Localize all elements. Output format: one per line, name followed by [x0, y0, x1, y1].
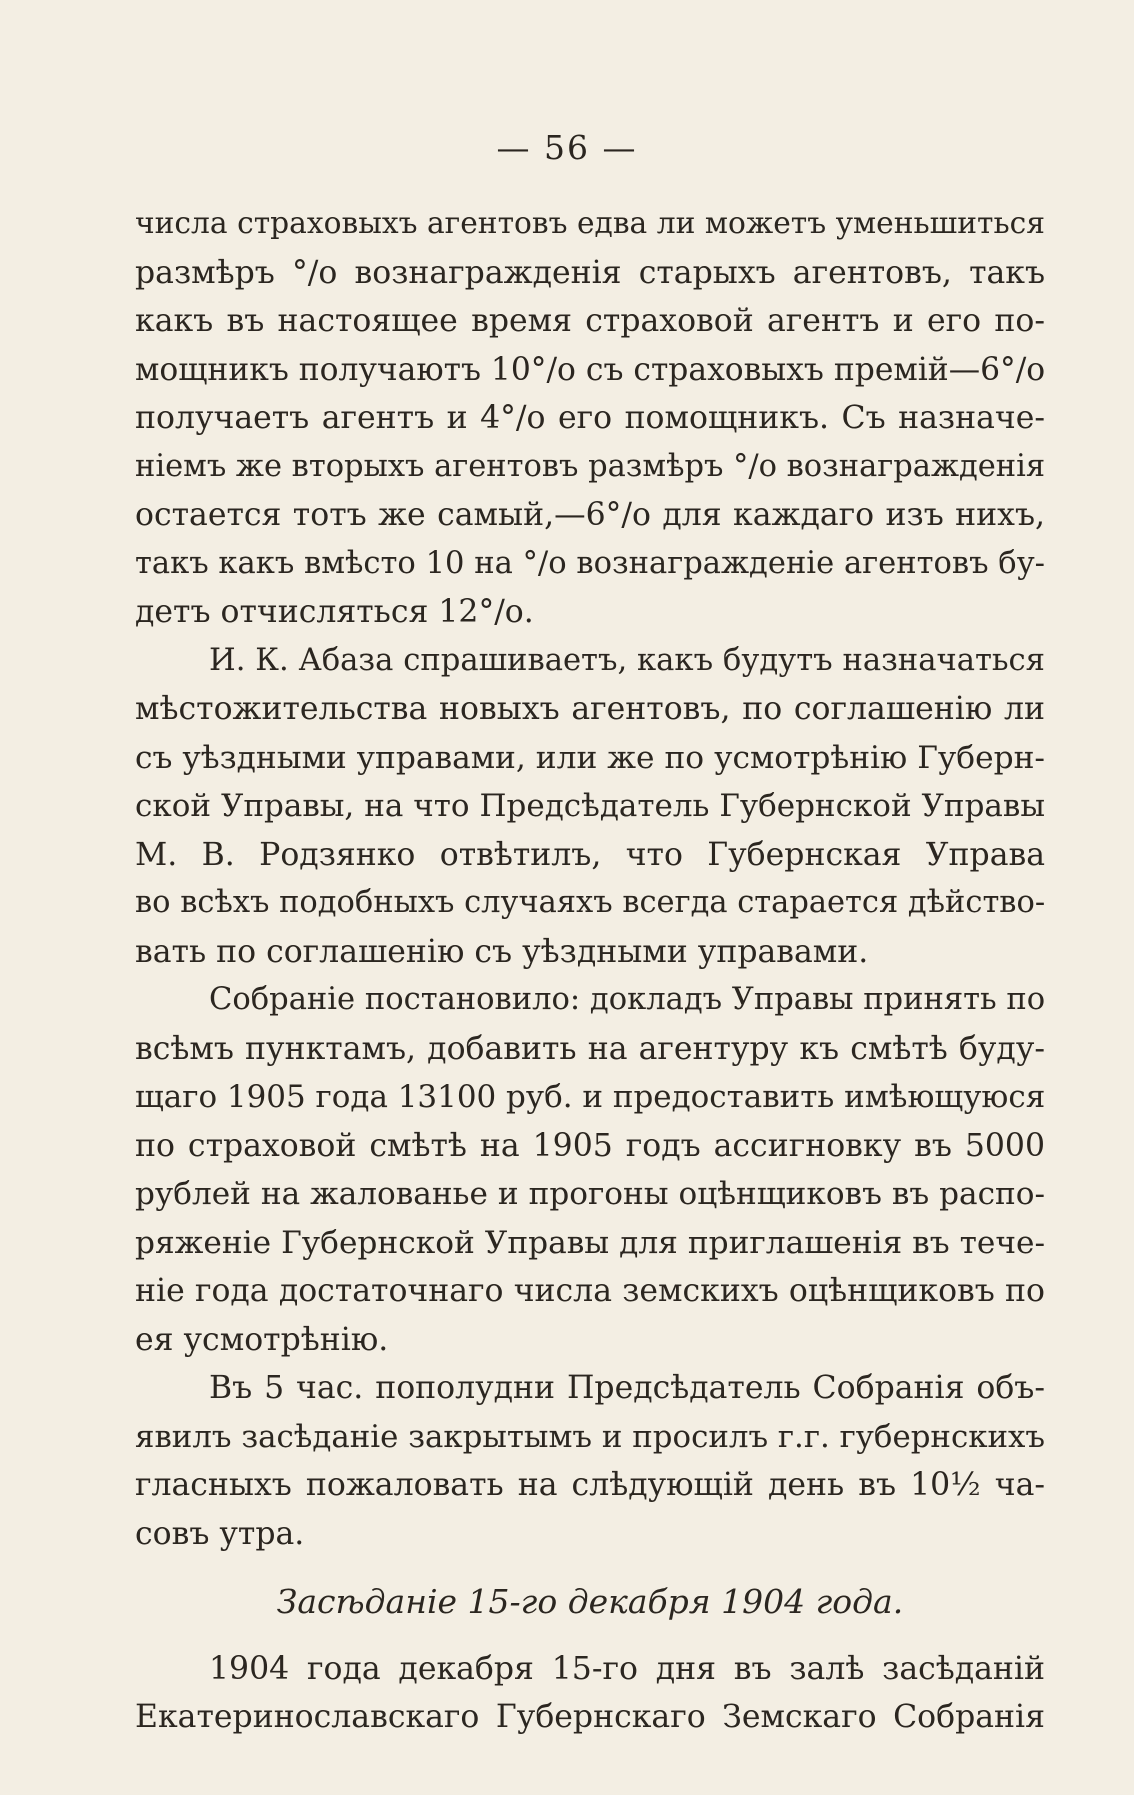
text-line: щаго 1905 года 13100 руб. и предоставить имѣющуюся [135, 1079, 1046, 1115]
text-line: Екатеринославскаго Губернскаго Земскаго Собранія [135, 1699, 1045, 1735]
text-line: мощникъ получаютъ 10°/о съ страховыхъ премій—6°/о [135, 351, 1046, 388]
body-text [135, 200, 1045, 1742]
text-line: Собраніе постановило: докладъ Управы принять по [209, 982, 1046, 1017]
text-line: какъ въ настоящее время страховой агентъ и его по- [135, 303, 1045, 339]
text-line: рублей на жалованье и прогоны оцѣнщиковъ въ распо- [135, 1176, 1045, 1212]
text-line: ряженіе Губернской Управы для приглашенія въ тече- [135, 1224, 1045, 1261]
paragraph-resolution [135, 976, 1045, 1364]
paragraph-session-opening [135, 1645, 1045, 1742]
section-title: Засѣданіе 15-го декабря 1904 года. [276, 1582, 904, 1621]
text-line: получаетъ агентъ и 4°/о его помощникъ. Съ назначе- [135, 400, 1045, 436]
text-line: съ уѣздными управами, или же по усмотрѣнію Губерн- [135, 739, 1045, 776]
text-line: такъ какъ вмѣсто 10 на °/о вознагражденіе агентовъ бу- [135, 545, 1045, 581]
text-line: ніе года достаточнаго числа земскихъ оцѣнщиковъ по [135, 1273, 1045, 1309]
text-line: явилъ засѣданіе закрытымъ и просилъ г.г. губернскихъ [135, 1418, 1045, 1455]
text-line: ея усмотрѣнію. [135, 1321, 389, 1358]
paragraph-abaza-question [135, 637, 1045, 977]
text-line: остается тотъ же самый,—6°/о для каждаго изъ нихъ, [135, 497, 1045, 533]
text-line: мѣстожительства новыхъ агентовъ, по соглашенію ли [135, 691, 1045, 727]
text-line: детъ отчисляться 12°/о. [135, 594, 534, 630]
text-line: вать по соглашенію съ уѣздными управами. [135, 933, 869, 970]
text-line: по страховой смѣтѣ на 1905 годъ ассигновку въ 5000 [135, 1127, 1045, 1164]
text-line: ской Управы, на что Предсѣдатель Губернской Управы [135, 788, 1045, 824]
text-line: всѣмъ пунктамъ, добавить на агентуру къ смѣтѣ буду- [135, 1030, 1045, 1067]
paragraph-agent-fees [135, 200, 1045, 637]
text-line: размѣръ °/о вознагражденія старыхъ агентовъ, такъ [135, 254, 1045, 291]
text-line: 1904 года декабря 15-го дня въ залѣ засѣданій [209, 1650, 1045, 1687]
text-line: Въ 5 час. пополудни Предсѣдатель Собранія объ- [209, 1370, 1045, 1406]
paragraph-session-closed [135, 1364, 1045, 1558]
text-line: гласныхъ пожаловать на слѣдующій день въ 10½ ча- [135, 1467, 1045, 1503]
text-line: числа страховыхъ агентовъ едва ли можетъ уменьшиться [135, 206, 1045, 241]
text-line: И. К. Абаза спрашиваетъ, какъ будутъ назначаться [209, 642, 1045, 678]
text-line: во всѣхъ подобныхъ случаяхъ всегда старается дѣйство- [135, 885, 1046, 920]
text-line: М. В. Родзянко отвѣтилъ, что Губернская Управа [135, 836, 1045, 873]
text-line: ніемъ же вторыхъ агентовъ размѣръ °/о вознагражденія [135, 448, 1046, 484]
text-line: совъ утра. [135, 1515, 305, 1552]
page-number: — 56 — [496, 128, 638, 167]
